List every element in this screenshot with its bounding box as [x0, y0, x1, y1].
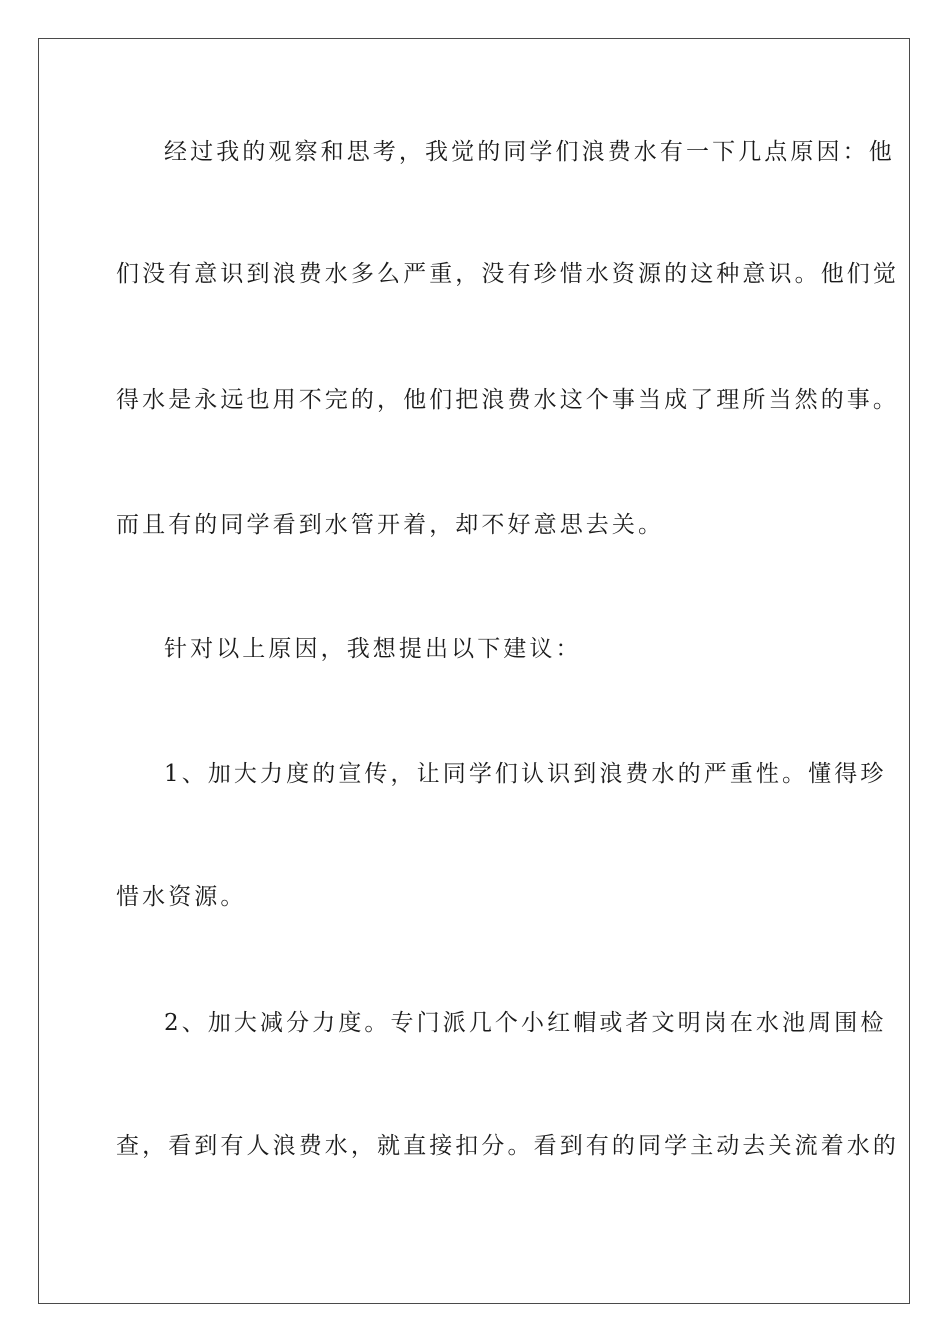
text-line: 们没有意识到浪费水多么严重，没有珍惜水资源的这种意识。他们觉 [116, 261, 899, 287]
text-line: 针对以上原因，我想提出以下建议： [164, 636, 582, 662]
text-line: 惜水资源。 [116, 884, 247, 910]
text-line: 得水是永远也用不完的，他们把浪费水这个事当成了理所当然的事。 [116, 387, 899, 413]
text-line: 查，看到有人浪费水，就直接扣分。看到有的同学主动去关流着水的 [116, 1133, 899, 1159]
text-line: 1、加大力度的宣传，让同学们认识到浪费水的严重性。懂得珍 [164, 761, 887, 787]
text-line: 2、加大减分力度。专门派几个小红帽或者文明岗在水池周围检 [164, 1010, 887, 1036]
text-line: 经过我的观察和思考，我觉的同学们浪费水有一下几点原因：他 [164, 139, 895, 165]
text-line: 而且有的同学看到水管开着，却不好意思去关。 [116, 512, 665, 538]
page-border [38, 38, 910, 1304]
